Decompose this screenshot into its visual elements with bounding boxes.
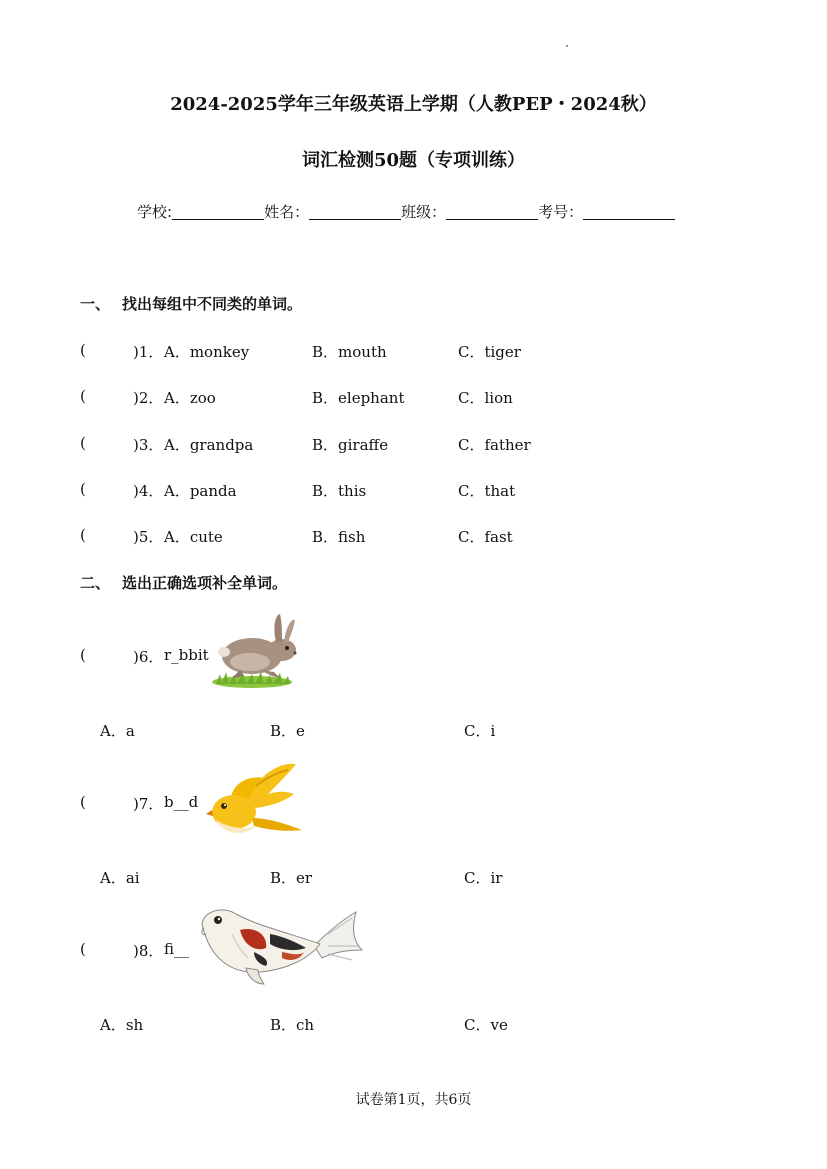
rabbit-picture (210, 612, 302, 692)
question-2 (0, 387, 827, 407)
stray-dot (566, 45, 568, 47)
question-number: )8． (133, 942, 164, 960)
question-4 (0, 480, 827, 500)
option-a: A．ai (100, 869, 140, 887)
page-footer: 试卷第1页，共6页 (355, 1092, 472, 1108)
document-title: 2024-2025学年三年级英语上学期（人教PEP・2024秋） (170, 94, 657, 115)
school-blank[interactable] (172, 204, 264, 220)
option-a: A．a (100, 722, 135, 740)
option-c: C．that (458, 482, 516, 500)
name-label: 姓名： (264, 203, 310, 221)
section-2-heading (80, 572, 287, 593)
school-label: 学校: (137, 203, 173, 221)
option-a: A．zoo (164, 389, 216, 407)
question-number: )6． (133, 648, 164, 666)
section-2-number: 二、 (80, 574, 111, 592)
section-1-number: 一、 (80, 295, 111, 313)
bird-picture (204, 760, 304, 842)
option-c: C．lion (458, 389, 513, 407)
answer-paren[interactable]: ( (80, 480, 86, 498)
question-number: )1． (133, 343, 164, 361)
word-blank: b__d (164, 793, 199, 811)
option-b: B．this (312, 482, 367, 500)
option-c: C．father (458, 436, 531, 454)
class-blank[interactable] (446, 204, 538, 220)
question-number: )7． (133, 795, 164, 813)
option-b: B．fish (312, 528, 366, 546)
question-5 (0, 526, 827, 546)
option-a: A．cute (164, 528, 223, 546)
question-3 (0, 434, 827, 454)
option-c: C．tiger (458, 343, 521, 361)
option-c: C．ir (464, 869, 503, 887)
option-b: B．er (270, 869, 313, 887)
question-number: )5． (133, 528, 164, 546)
section-1-heading (80, 293, 302, 314)
option-a: A．grandpa (164, 436, 254, 454)
answer-paren[interactable]: ( (80, 341, 86, 359)
answer-paren[interactable]: ( (80, 387, 86, 405)
option-c: C．fast (458, 528, 513, 546)
question-7-options (0, 867, 827, 887)
fish-picture (196, 904, 364, 988)
question-7 (0, 793, 827, 813)
option-a: A．panda (164, 482, 237, 500)
exam-number-blank[interactable] (583, 204, 675, 220)
question-number: )3． (133, 436, 164, 454)
option-b: B．ch (270, 1016, 315, 1034)
question-number: )2． (133, 389, 164, 407)
option-b: B．giraffe (312, 436, 389, 454)
answer-paren[interactable]: ( (80, 793, 86, 811)
option-b: B．mouth (312, 343, 387, 361)
name-blank[interactable] (309, 204, 401, 220)
answer-paren[interactable]: ( (80, 940, 86, 958)
word-blank: r_bbit (164, 646, 209, 664)
class-label: 班级： (401, 203, 447, 221)
question-6-options (0, 720, 827, 740)
option-c: C．ve (464, 1016, 508, 1034)
answer-paren[interactable]: ( (80, 646, 86, 664)
question-8 (0, 940, 827, 960)
section-1-title: 找出每组中不同类的单词。 (122, 295, 303, 313)
student-info-line (137, 201, 675, 222)
word-blank: fi__ (164, 940, 190, 958)
option-b: B．elephant (312, 389, 405, 407)
section-2-title: 选出正确选项补全单词。 (122, 574, 288, 592)
document-subtitle: 词汇检测50题（专项训练） (301, 150, 526, 171)
option-c: C．i (464, 722, 496, 740)
question-number: )4． (133, 482, 164, 500)
question-6 (0, 646, 827, 666)
option-b: B．e (270, 722, 305, 740)
answer-paren[interactable]: ( (80, 526, 86, 544)
question-8-options (0, 1014, 827, 1034)
question-1 (0, 341, 827, 361)
exam-number-label: 考号： (538, 203, 584, 221)
option-a: A．sh (100, 1016, 144, 1034)
option-a: A．monkey (164, 343, 250, 361)
answer-paren[interactable]: ( (80, 434, 86, 452)
